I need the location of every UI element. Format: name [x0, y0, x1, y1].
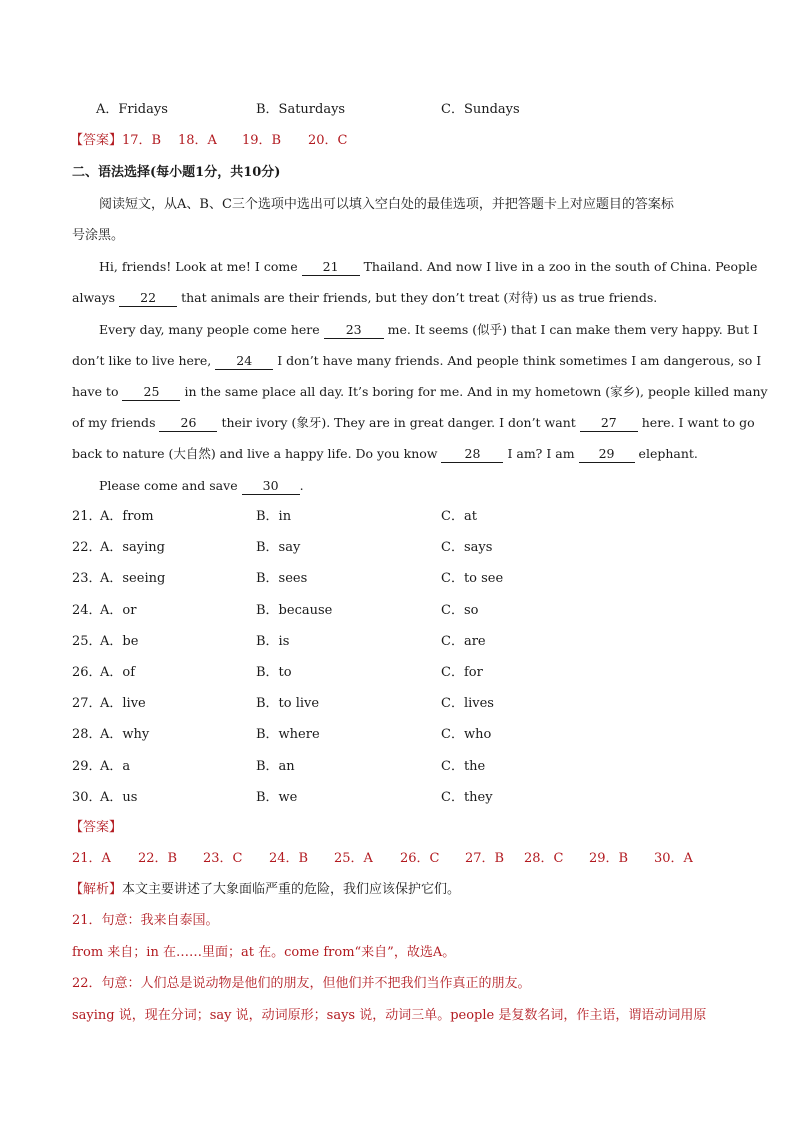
option-b: B．say — [256, 540, 301, 555]
option-a: A．why — [100, 727, 150, 742]
analysis-summary: 本文主要讲述了大象面临严重的危险，我们应该保护它们。 — [122, 882, 461, 897]
option-c: C．they — [441, 790, 493, 805]
passage-text: their ivory (象牙). They are in great danger. I don’t want — [221, 415, 576, 430]
option-c: C．are — [441, 634, 486, 649]
question-number: 22． — [72, 540, 102, 555]
q21-explain: from 来自；in 在……里面；at 在。come from“来自”，故选A。 — [72, 945, 456, 960]
answer-item: 25．A — [334, 851, 373, 866]
question-number: 29． — [72, 759, 102, 774]
question-number: 21． — [72, 509, 102, 524]
answer-item: 23．C — [203, 851, 243, 866]
passage-text: back to nature (大自然) and live a happy life. Do you know — [72, 446, 438, 461]
option-c: C．so — [441, 603, 479, 618]
answer-item: 28．C — [524, 851, 564, 866]
answer-item: 20．C — [308, 133, 348, 148]
passage-text: Thailand. And now I live in a zoo in the south of China. People — [363, 259, 758, 274]
option-a: A．of — [100, 665, 136, 680]
passage-text: Please come and save — [99, 478, 238, 493]
passage-text: that animals are their friends, but they don’t treat (对待) us as true friends. — [181, 290, 658, 305]
option-b: B．to — [256, 665, 292, 680]
answer-item: 26．C — [400, 851, 440, 866]
instructions-line2: 号涂黑。 — [72, 228, 125, 243]
passage-line — [99, 476, 304, 496]
answer-item: 24．B — [269, 851, 309, 866]
passage-text: Hi, friends! Look at me! I come — [99, 259, 298, 274]
answer-item: 22．B — [138, 851, 178, 866]
option-a: A．us — [100, 790, 138, 805]
answer-item: 21．A — [72, 851, 111, 866]
passage-text: me. It seems (似乎) that I can make them very happy. But I — [387, 322, 758, 337]
blank-27: 27 — [580, 415, 638, 432]
option-c: C．lives — [441, 696, 494, 711]
option-b: B．because — [256, 603, 333, 618]
passage-line — [72, 413, 755, 433]
option-c: C．at — [441, 509, 477, 524]
option-a: A．live — [100, 696, 146, 711]
answer-item: 18．A — [178, 133, 217, 148]
analysis-tag: 【解析】 — [70, 882, 123, 897]
instructions-line1: 阅读短文，从A、B、C三个选项中选出可以填入空白处的最佳选项，并把答题卡上对应题目的答案标 — [99, 197, 674, 212]
option-b: B．sees — [256, 571, 308, 586]
q22-meaning: 22．句意：人们总是说动物是他们的朋友，但他们并不把我们当作真正的朋友。 — [72, 976, 531, 991]
option-a: A．or — [100, 603, 137, 618]
passage-line — [99, 257, 757, 277]
question-number: 26． — [72, 665, 102, 680]
passage-line — [72, 382, 768, 402]
passage-line — [72, 444, 698, 464]
option-a-fridays: A．Fridays — [96, 102, 168, 117]
passage-line — [72, 288, 657, 308]
passage-text: have to — [72, 384, 119, 399]
option-c: C．says — [441, 540, 493, 555]
question-number: 25． — [72, 634, 102, 649]
blank-29: 29 — [579, 446, 635, 463]
answer-tag: 【答案】 — [70, 133, 123, 148]
passage-text: in the same place all day. It’s boring for me. And in my hometown (家乡), people killed many — [184, 384, 768, 399]
option-b: B．where — [256, 727, 320, 742]
passage-text: I am? I am — [507, 446, 575, 461]
blank-25: 25 — [122, 384, 180, 401]
option-a: A．saying — [100, 540, 166, 555]
answer-item: 29．B — [589, 851, 629, 866]
option-a: A．a — [100, 759, 131, 774]
question-number: 23． — [72, 571, 102, 586]
passage-text: . — [299, 478, 304, 493]
option-a: A．seeing — [100, 571, 166, 586]
option-b: B．an — [256, 759, 295, 774]
option-b: B．to live — [256, 696, 320, 711]
option-b-saturdays: B．Saturdays — [256, 102, 346, 117]
passage-line — [99, 320, 758, 340]
passage-text: always — [72, 290, 116, 305]
blank-26: 26 — [159, 415, 217, 432]
question-number: 30． — [72, 790, 102, 805]
passage-text: of my friends — [72, 415, 156, 430]
blank-30: 30 — [242, 478, 300, 495]
blank-21: 21 — [302, 259, 360, 276]
passage-text: here. I want to go — [641, 415, 755, 430]
passage-text: don’t like to live here, — [72, 353, 212, 368]
option-b: B．is — [256, 634, 290, 649]
option-a: A．from — [100, 509, 154, 524]
section-title: 二、语法选择(每小题1分，共10分) — [72, 165, 281, 180]
option-c: C．the — [441, 759, 486, 774]
answer-item: 17．B — [122, 133, 162, 148]
q21-meaning: 21．句意：我来自泰国。 — [72, 913, 219, 928]
answer-row-17-20 — [70, 131, 348, 151]
q22-explain: saying 说，现在分词；say 说，动词原形；says 说，动词三单。people 是复数名词，作主语，谓语动词用原 — [72, 1008, 707, 1023]
answer-item: 19．B — [242, 133, 282, 148]
option-c: C．who — [441, 727, 492, 742]
answer-item: 30．A — [654, 851, 693, 866]
option-b: B．we — [256, 790, 298, 805]
question-number: 27． — [72, 696, 102, 711]
option-b: B．in — [256, 509, 292, 524]
option-c: C．to see — [441, 571, 504, 586]
blank-28: 28 — [441, 446, 503, 463]
answer-item: 27．B — [465, 851, 505, 866]
blank-22: 22 — [119, 290, 177, 307]
answer-tag-2: 【答案】 — [70, 820, 123, 835]
option-c: C．for — [441, 665, 483, 680]
question-number: 24． — [72, 603, 102, 618]
option-c-sundays: C．Sundays — [441, 102, 520, 117]
option-a: A．be — [100, 634, 139, 649]
analysis-line — [70, 880, 460, 900]
passage-text: I don’t have many friends. And people think sometimes I am dangerous, so I — [277, 353, 762, 368]
passage-text: Every day, many people come here — [99, 322, 320, 337]
blank-24: 24 — [215, 353, 273, 370]
passage-text: elephant. — [638, 446, 698, 461]
passage-line — [72, 351, 761, 371]
question-number: 28． — [72, 727, 102, 742]
blank-23: 23 — [324, 322, 384, 339]
